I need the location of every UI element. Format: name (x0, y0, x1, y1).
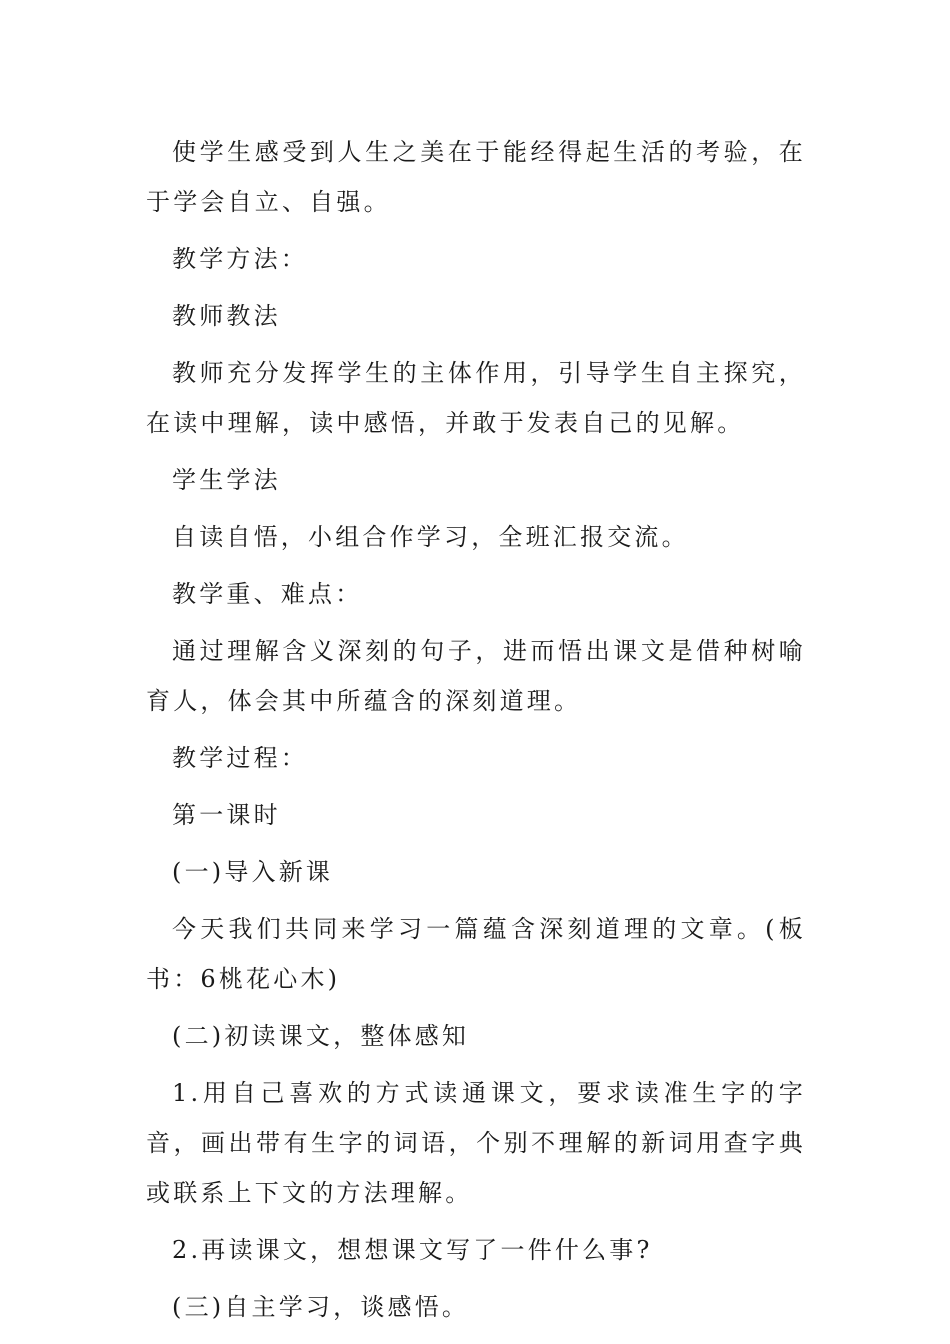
list-item-1: 1.用自己喜欢的方式读通课文，要求读准生字的字音，画出带有生字的词语，个别不理解的新词用查字典或联系上下文的方法理解。 (146, 1079, 806, 1207)
paragraph-teacher-method: 教师充分发挥学生的主体作用，引导学生自主探究，在读中理解，读中感悟，并敢于发表自己的见解。 (146, 359, 806, 437)
document-body (146, 127, 806, 1339)
heading-teaching-process: 教学过程： (172, 744, 308, 772)
heading-key-points: 教学重、难点： (172, 580, 363, 608)
heading-first-reading: (二)初读课文，整体感知 (172, 1022, 470, 1050)
paragraph-goal: 使学生感受到人生之美在于能经得起生活的考验，在于学会自立、自强。 (146, 138, 806, 216)
heading-student-method: 学生学法 (172, 466, 281, 494)
paragraph-key-points: 通过理解含义深刻的句子，进而悟出课文是借种树喻育人，体会其中所蕴含的深刻道理。 (146, 637, 806, 715)
paragraph-introduction: 今天我们共同来学习一篇蕴含深刻道理的文章。(板书：6桃花心木) (146, 915, 806, 993)
list-item-2: 2.再读课文，想想课文写了一件什么事? (172, 1236, 653, 1264)
heading-self-study: (三)自主学习，谈感悟。 (172, 1293, 470, 1321)
heading-first-lesson: 第一课时 (172, 801, 281, 829)
heading-introduction: (一)导入新课 (172, 858, 334, 886)
paragraph-student-method: 自读自悟，小组合作学习，全班汇报交流。 (172, 523, 689, 551)
heading-teaching-methods: 教学方法： (172, 245, 308, 273)
heading-teacher-method: 教师教法 (172, 302, 281, 330)
